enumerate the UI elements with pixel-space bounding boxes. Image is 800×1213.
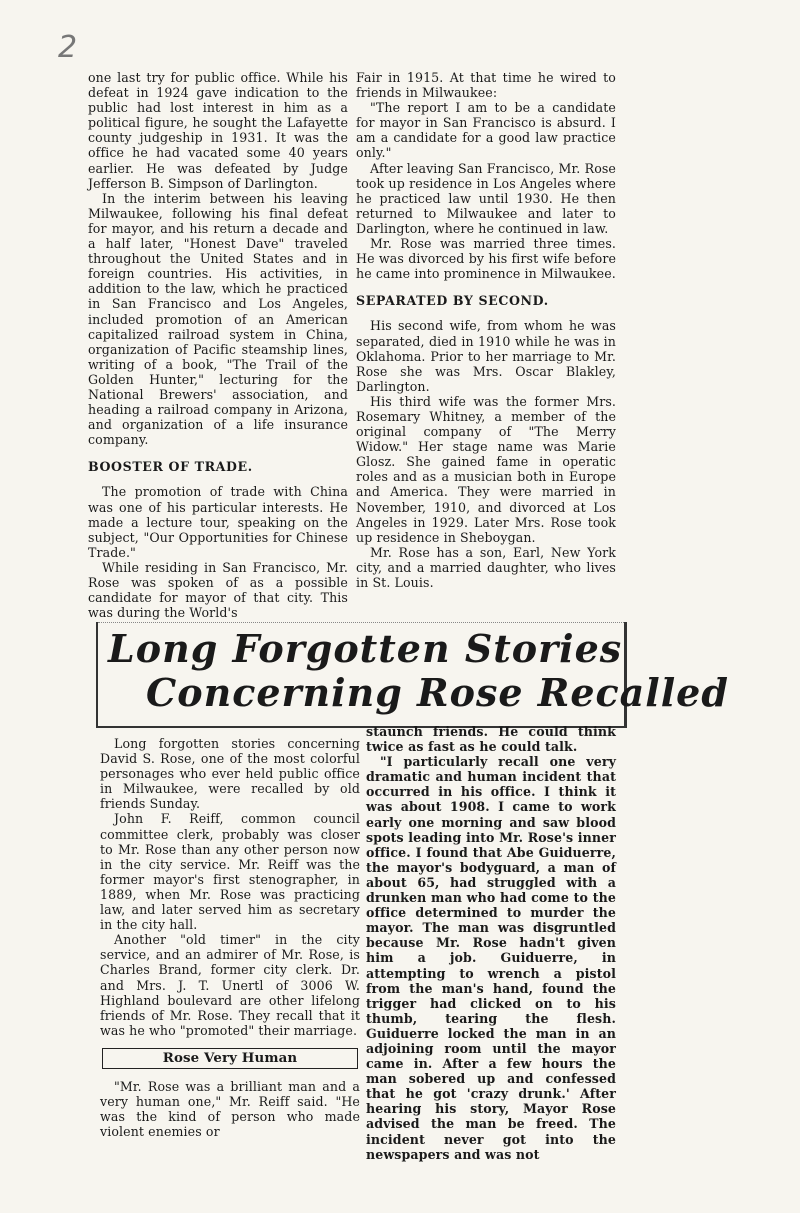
headline-line-2: Concerning Rose Recalled bbox=[146, 670, 729, 715]
paragraph: Mr. Rose was married three times. He was divorced by his first wife before he came into prominence in Milwaukee. bbox=[356, 236, 616, 282]
boxed-subheading-rose-very-human: Rose Very Human bbox=[102, 1048, 358, 1069]
subheading-booster-of-trade: BOOSTER OF TRADE. bbox=[88, 459, 253, 475]
paragraph: "The report I am to be a candidate for mayor in San Francisco is absurd. I am a candidate for a good law practice only." bbox=[356, 100, 616, 161]
paragraph: While residing in San Francisco, Mr. Rose was spoken of as a possible candidate for mayor of that city. This was during the World's bbox=[88, 559, 348, 621]
paragraph: In the interim between his leaving Milwaukee, following his final defeat for mayor, and his return a decade and a half later, "Honest Dave" traveled throughout the United States and in foreign countries. His activities, in addition to the law, which he practiced in San Francisco and Los Angeles, included promotion of an American capitalized railroad system in China, organization of Pacific steamship lines, writing of a book, "The Trail of the Golden Hunter," lecturing for the National Brewers' association, and heading a railroad company in Arizona, and organization of a life insurance company. bbox=[88, 190, 348, 448]
paragraph: Long forgotten stories concerning David S. Rose, one of the most colorful personages who ever held public office in Milwaukee, were recalled by old friends Sunday. bbox=[100, 736, 360, 812]
article-column-top-right bbox=[356, 70, 616, 590]
paragraph: one last try for public office. While his defeat in 1924 gave indication to the public had lost interest in him as a political figure, he sought the Lafayette county judgeship in 1931. It was the office he had vacated some 40 years earlier. He was defeated by Judge Jefferson B. Simpson of Darlington. bbox=[88, 70, 348, 191]
paragraph: His second wife, from whom he was separated, died in 1910 while he was in Oklahoma. Prior to her marriage to Mr. Rose she was Mrs. Oscar Blakley, Darlington. bbox=[356, 318, 616, 394]
subheading-separated-by-second: SEPARATED BY SECOND. bbox=[356, 293, 549, 309]
paragraph: Another "old timer" in the city service, and an admirer of Mr. Rose, is Charles Brand, former city clerk. Dr. and Mrs. J. T. Unertl of 3006 W. Highland boulevard are other lifelong friends of Mr. Rose. They recall that it was he who "promoted" their marriage. bbox=[100, 932, 360, 1038]
paragraph: Fair in 1915. At that time he wired to friends in Milwaukee: bbox=[356, 70, 616, 101]
paragraph: His third wife was the former Mrs. Rosemary Whitney, a member of the original company of "The Merry Widow." Her stage name was Marie Glosz. She gained fame in operatic roles and as a musician both in Europe and America. They were married in November, 1910, and divorced at Los Angeles in 1929. Later Mrs. Rose took up residence in Sheboygan. bbox=[356, 393, 616, 545]
headline-box bbox=[96, 622, 729, 728]
handwritten-page-number: 2 bbox=[58, 30, 78, 65]
paragraph: John F. Reiff, common council committee clerk, probably was closer to Mr. Rose than any other person now in the city service. Mr. Reiff was the former mayor's first stenographer, in 1889, when Mr. Rose was practicing law, and later served him as secretary in the city hall. bbox=[100, 811, 360, 933]
article-column-top-left bbox=[88, 70, 348, 620]
paragraph: Mr. Rose has a son, Earl, New York city, and a married daughter, who lives in St. Louis. bbox=[356, 544, 616, 590]
paragraph: After leaving San Francisco, Mr. Rose took up residence in Los Angeles where he practiced law until 1930. He then returned to Milwaukee and later to Darlington, where he continued in law. bbox=[356, 160, 616, 236]
article-column-bottom-left bbox=[100, 736, 360, 1139]
paragraph: "Mr. Rose was a brilliant man and a very human one," Mr. Reiff said. "He was the kind of person who made violent enemies or bbox=[100, 1078, 360, 1140]
paragraph: staunch friends. He could think twice as fast as he could talk. bbox=[366, 724, 616, 755]
paragraph: "I particularly recall one very dramatic and human incident that occurred in his office. I think it was about 1908. I came to work early one morning and saw blood spots leading into Mr. Rose's inner office. I found that Abe Guiduerre, the mayor's bodyguard, a man of about 65, had struggled with a drunken man who had come to the office determined to murder the mayor. The man was disgruntled because Mr. Rose hadn't given him a job. Guiduerre, in attempting to wrench a pistol from the man's hand, found the trigger had clicked on to his thumb, tearing the flesh. Guiduerre locked the man in an adjoining room until the mayor came in. After a few hours the man sobered up and confessed that he got 'crazy drunk.' After hearing his story, Mayor Rose advised the man be freed. The incident never got into the newspapers and was not bbox=[366, 754, 616, 1162]
article-column-bottom-right bbox=[366, 724, 616, 1162]
paragraph: The promotion of trade with China was one of his particular interests. He made a lecture tour, speaking on the subject, "Our Opportunities for Chinese Trade." bbox=[88, 484, 348, 560]
headline-top-rule bbox=[98, 622, 624, 623]
headline-line-1: Long Forgotten Stories bbox=[108, 626, 623, 671]
